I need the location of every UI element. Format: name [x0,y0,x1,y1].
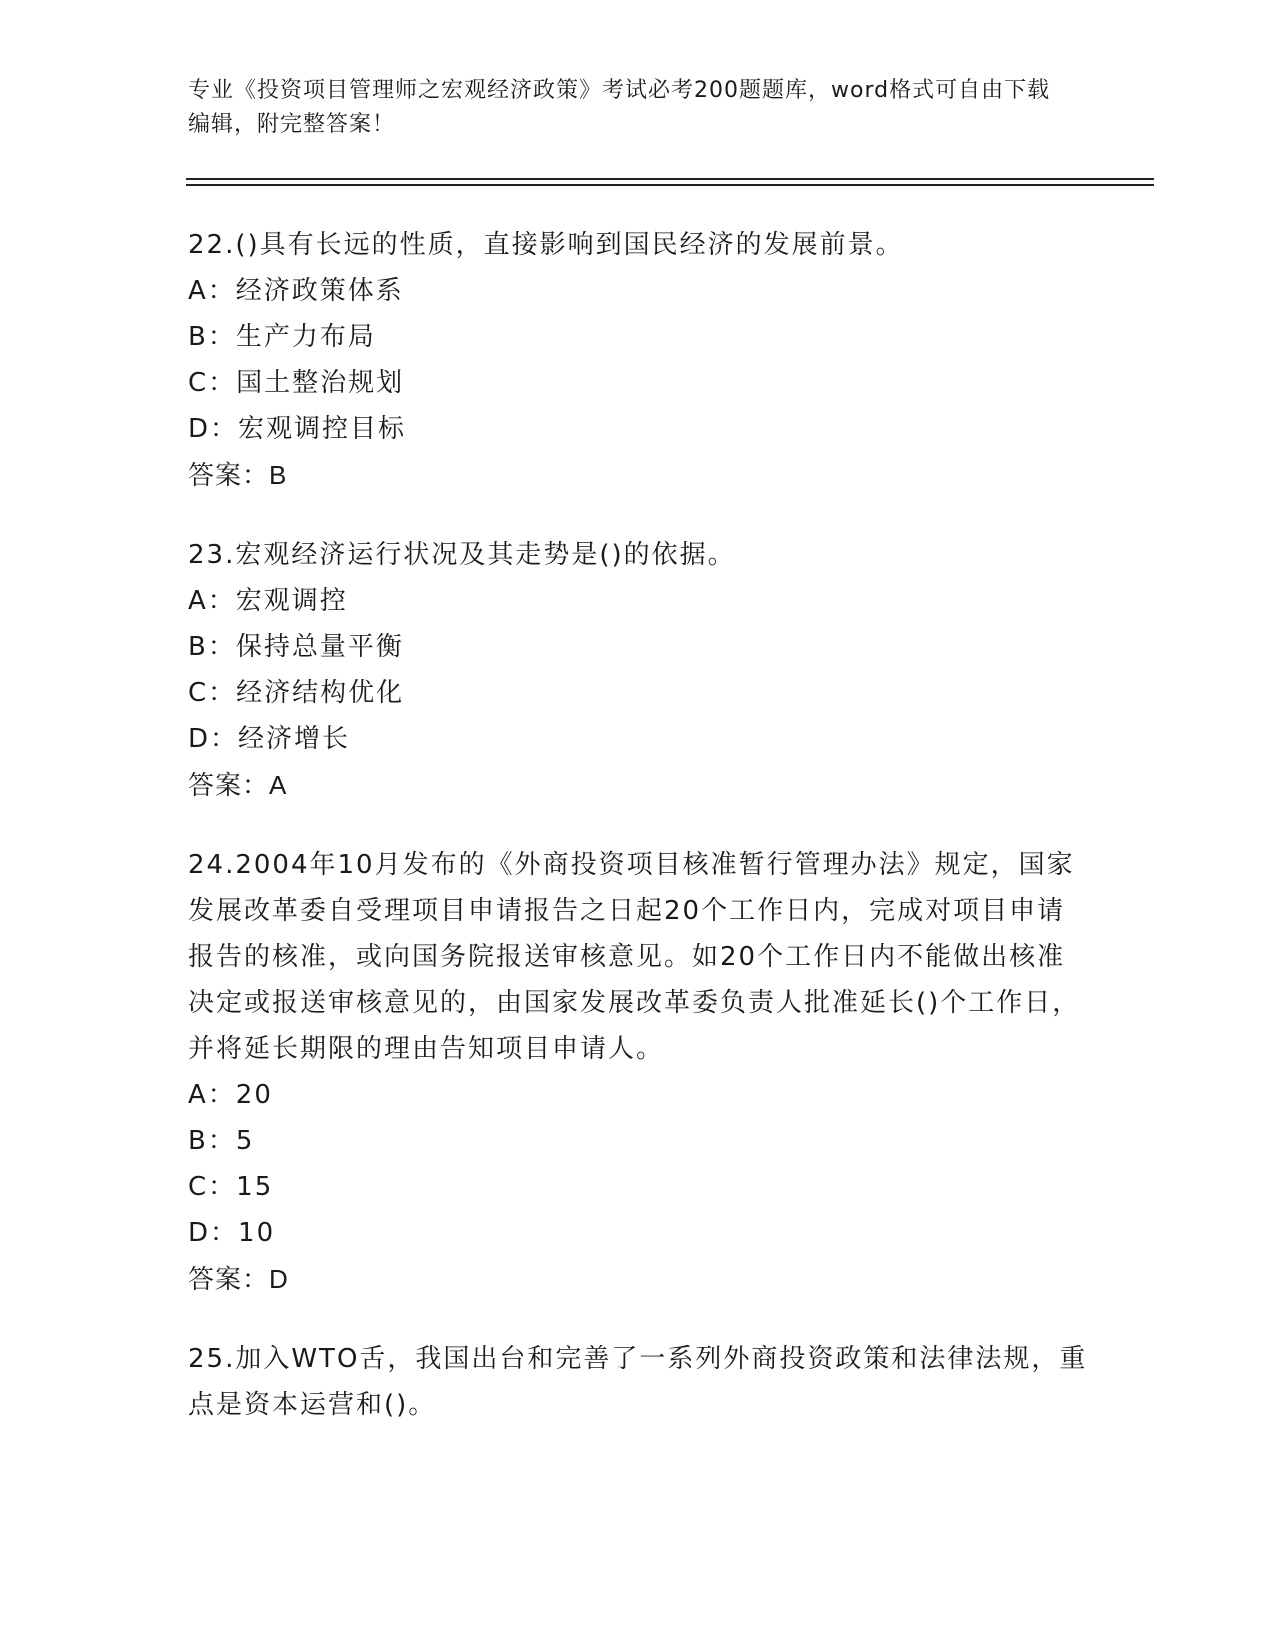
answer-line: 答案：D [188,1264,289,1294]
question-text: 24.2004年10月发布的《外商投资项目核准暂行管理办法》规定，国家发展改革委自受理项目申请报告之日起20个工作日内，完成对项目申请报告的核准，或向国务院报送审核意见。如20个工作日内不能做出核准决定或报送审核意见的，由国家发展改革委负责人批准延长()个工作日，并将延长期限的理由告知项目申请人。 [188,850,1081,1064]
option-d: D：10 [188,1218,276,1248]
option-b: B：生产力布局 [188,322,376,352]
question-22 [188,222,1088,498]
option-b: B：保持总量平衡 [188,632,404,662]
option-d: D：经济增长 [188,724,351,754]
option-a: A：经济政策体系 [188,276,404,306]
question-text: 22.()具有长远的性质，直接影响到国民经济的发展前景。 [188,230,904,260]
option-c: C：国土整治规划 [188,368,405,398]
question-text: 25.加入WTO舌，我国出台和完善了一系列外商投资政策和法律法规，重点是资本运营和()。 [188,1344,1088,1420]
option-a: A：宏观调控 [188,586,348,616]
question-text: 23.宏观经济运行状况及其走势是()的依据。 [188,540,736,570]
option-a: A：20 [188,1080,273,1110]
header-divider-bottom [186,184,1154,186]
option-b: B：5 [188,1126,255,1156]
answer-line: 答案：A [188,770,288,800]
question-25 [188,1336,1088,1428]
document-intro: 专业《投资项目管理师之宏观经济政策》考试必考200题题库，word格式可自由下载编辑，附完整答案！ [188,78,1051,137]
option-d: D：宏观调控目标 [188,414,407,444]
option-c: C：15 [188,1172,274,1202]
answer-line: 答案：B [188,460,288,490]
question-23 [188,532,1088,808]
option-c: C：经济结构优化 [188,678,405,708]
header-divider-top [186,178,1154,180]
question-24 [188,842,1088,1302]
question-list [188,222,1088,1462]
